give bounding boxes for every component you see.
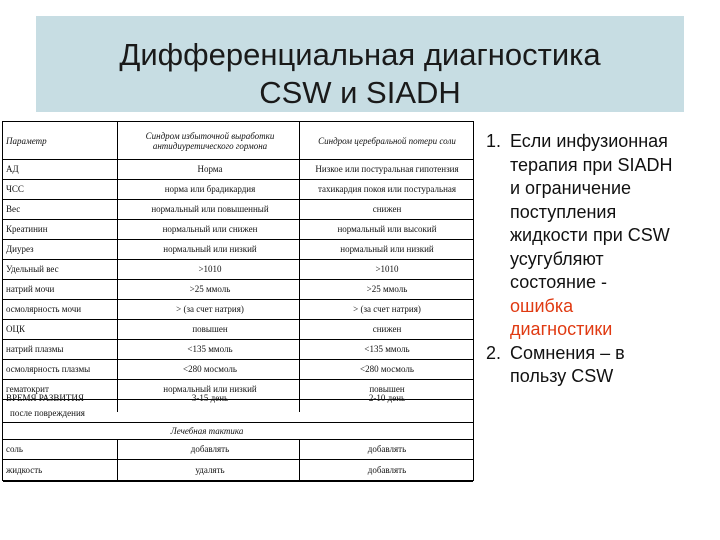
row-csw-value: >25 ммоль <box>366 284 408 294</box>
slide-title-line1: Дифференциальная диагностика <box>119 37 601 72</box>
note-line: Если инфузионная <box>510 131 668 151</box>
row-parameter: ОЦК <box>6 324 26 334</box>
row-siadh-value: нормальный или повышенный <box>151 204 269 214</box>
row-parameter: Удельный вес <box>6 264 59 274</box>
slide-title-line2: CSW и SIADH <box>259 75 461 110</box>
row-siadh-value: удалять <box>195 465 225 475</box>
table-row <box>3 199 473 220</box>
row-siadh-value: нормальный или низкий <box>163 244 257 254</box>
row-csw-value: Низкое или постуральная гипотензия <box>315 164 459 174</box>
row-csw-value: добавлять <box>367 465 407 475</box>
comparison-table <box>2 121 474 481</box>
header-csw: Синдром церебральной потери соли <box>318 135 456 146</box>
table-row <box>3 339 473 360</box>
row-csw-value: повышен <box>369 384 405 394</box>
row-csw-value: > (за счет натрия) <box>353 304 421 314</box>
row-csw-value: 2-10 день <box>368 393 406 403</box>
note-number: 2. <box>486 342 502 363</box>
row-siadh-value: повышен <box>192 324 228 334</box>
note-item-1 <box>486 130 716 342</box>
table-row <box>3 459 473 482</box>
column-divider <box>117 439 118 481</box>
row-siadh-value: >25 ммоль <box>189 284 231 294</box>
row-parameter: гематокрит <box>6 384 49 394</box>
note-highlight: ошибка <box>510 295 574 316</box>
row-csw-value: снижен <box>372 204 402 214</box>
column-divider <box>299 439 300 481</box>
note-line: Сомнения – в <box>510 342 625 363</box>
table-row <box>3 359 473 380</box>
row-siadh-value: норма или брадикардия <box>164 184 256 194</box>
row-siadh-value: <135 ммоль <box>187 344 233 354</box>
row-csw-value: тахикардия покоя или постуральная <box>317 184 457 194</box>
row-csw-value: <135 ммоль <box>364 344 410 354</box>
table-row <box>3 159 473 180</box>
note-highlight: диагностики <box>510 319 613 339</box>
note-line: жидкости при CSW <box>510 225 670 245</box>
row-parameter: натрий мочи <box>6 284 55 294</box>
row-parameter: осмолярность мочи <box>6 304 82 314</box>
note-line: и ограничение <box>510 178 632 198</box>
table-row <box>3 439 473 460</box>
note-line: пользу CSW <box>510 366 614 386</box>
note-line: усугубляют <box>510 248 604 269</box>
row-csw-value: <280 мосмоль <box>360 364 414 374</box>
treatment-section-title: Лечебная тактика <box>170 426 244 436</box>
row-parameter: ВРЕМЯ РАЗВИТИЯ <box>6 393 84 403</box>
row-parameter: Креатинин <box>6 224 48 234</box>
table-header-row <box>3 122 473 160</box>
table-row <box>3 259 473 280</box>
note-number: 1. <box>486 131 502 151</box>
row-parameter: Диурез <box>6 244 34 254</box>
note-line: терапия при SIADH <box>510 154 673 175</box>
row-siadh-value: > (за счет натрия) <box>176 304 244 314</box>
title-banner <box>36 16 684 112</box>
row-siadh-value: нормальный или снижен <box>162 224 258 234</box>
table-row <box>3 390 473 422</box>
row-csw-value: >1010 <box>375 264 399 274</box>
row-siadh-value: добавлять <box>190 444 230 454</box>
table-row <box>3 299 473 320</box>
row-csw-value: снижен <box>372 324 402 334</box>
header-siadh: Синдром избыточной выработки антидиуретического гормона <box>145 130 275 151</box>
row-siadh-value: нормальный или низкий <box>163 384 257 394</box>
row-parameter: осмолярность плазмы <box>6 364 91 374</box>
row-parameter: Вес <box>6 204 21 214</box>
row-parameter: АД <box>6 164 19 174</box>
header-parameter: Параметр <box>6 135 47 146</box>
table-row <box>3 239 473 260</box>
table-row <box>3 319 473 340</box>
row-parameter: натрий плазмы <box>6 344 64 354</box>
row-parameter: жидкость <box>6 465 43 475</box>
row-siadh-value: >1010 <box>198 264 222 274</box>
row-csw-value: добавлять <box>367 444 407 454</box>
row-siadh-value: 3-15 день <box>191 393 229 403</box>
row-parameter: соль <box>6 444 23 454</box>
row-csw-value: нормальный или низкий <box>340 244 434 254</box>
row-siadh-value: <280 мосмоль <box>183 364 237 374</box>
notes-list <box>486 130 716 389</box>
row-csw-value: нормальный или высокий <box>337 224 437 234</box>
time-note: после повреждения <box>10 408 85 418</box>
row-siadh-value: Норма <box>197 164 223 174</box>
table-row <box>3 219 473 240</box>
note-line: поступления <box>510 201 617 222</box>
row-parameter: ЧСС <box>6 184 24 194</box>
table-row <box>3 279 473 300</box>
table-row <box>3 179 473 200</box>
note-line: состояние - <box>510 272 608 292</box>
treatment-section-row <box>3 422 473 440</box>
note-item-2 <box>486 342 716 389</box>
